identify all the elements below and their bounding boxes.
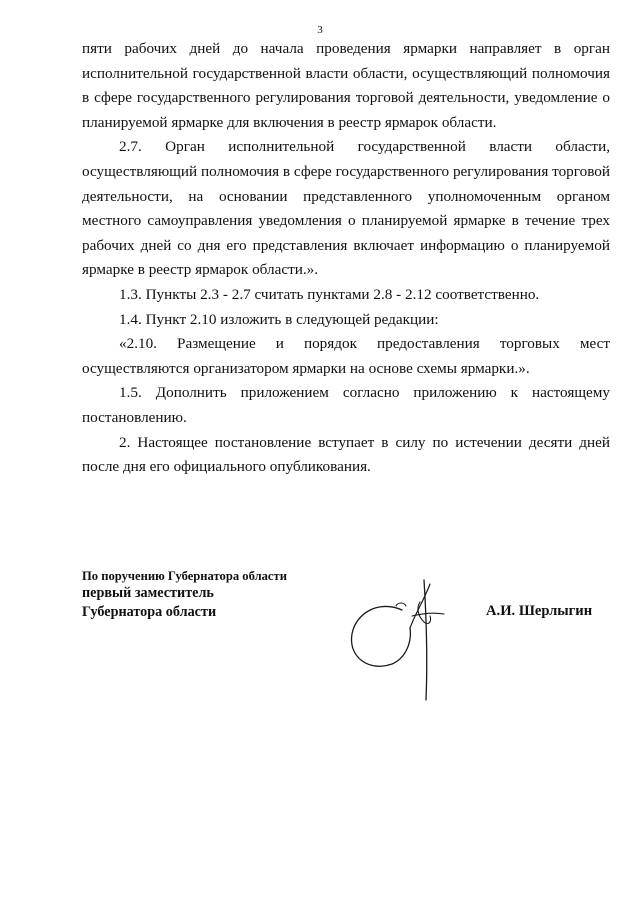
paragraph-1-3: 1.3. Пункты 2.3 - 2.7 считать пунктами 2.8 - 2.12 соответственно. (119, 285, 540, 303)
signature-position-line: первый заместитель (82, 585, 214, 601)
paragraph-1-4: 1.4. Пункт 2.10 изложить в следующей редакции: (119, 310, 439, 328)
signature-block (82, 568, 342, 622)
handwritten-signature-icon (340, 572, 470, 702)
page-number: 3 (317, 24, 323, 36)
signatory-name: А.И. Шерлыгин (486, 603, 593, 619)
paragraph-continuation: пяти рабочих дней до начала проведения ярмарки направляет в орган исполнительной государственной власти области, осуществляющий полномочия в сфере государственного регулирования торговой деятельности, уведомление о планируемой ярмарке для включения в реестр ярмарок области. (82, 40, 610, 131)
signature-authority-line: По поручению Губернатора области (82, 569, 287, 583)
signature-title-line: Губернатора области (82, 604, 217, 620)
paragraph-2-10-quote: «2.10. Размещение и порядок предоставления торговых мест осуществляются организатором ярмарки на основе схемы ярмарки.». (82, 335, 610, 377)
paragraph-2-7: 2.7. Орган исполнительной государственной власти области, осуществляющий полномочия в сфере государственного регулирования торговой деятельности, на основании представленного уполномоченным органом местного самоуправления уведомления о планируемой ярмарке в течение трех рабочих дней со дня его представления включает информацию о планируемой ярмарке в реестр ярмарок области.». (82, 138, 610, 279)
document-body (82, 37, 610, 480)
paragraph-2: 2. Настоящее постановление вступает в силу по истечении десяти дней после дня его официального опубликования. (82, 433, 610, 476)
paragraph-1-5: 1.5. Дополнить приложением согласно приложению к настоящему постановлению. (82, 384, 610, 426)
